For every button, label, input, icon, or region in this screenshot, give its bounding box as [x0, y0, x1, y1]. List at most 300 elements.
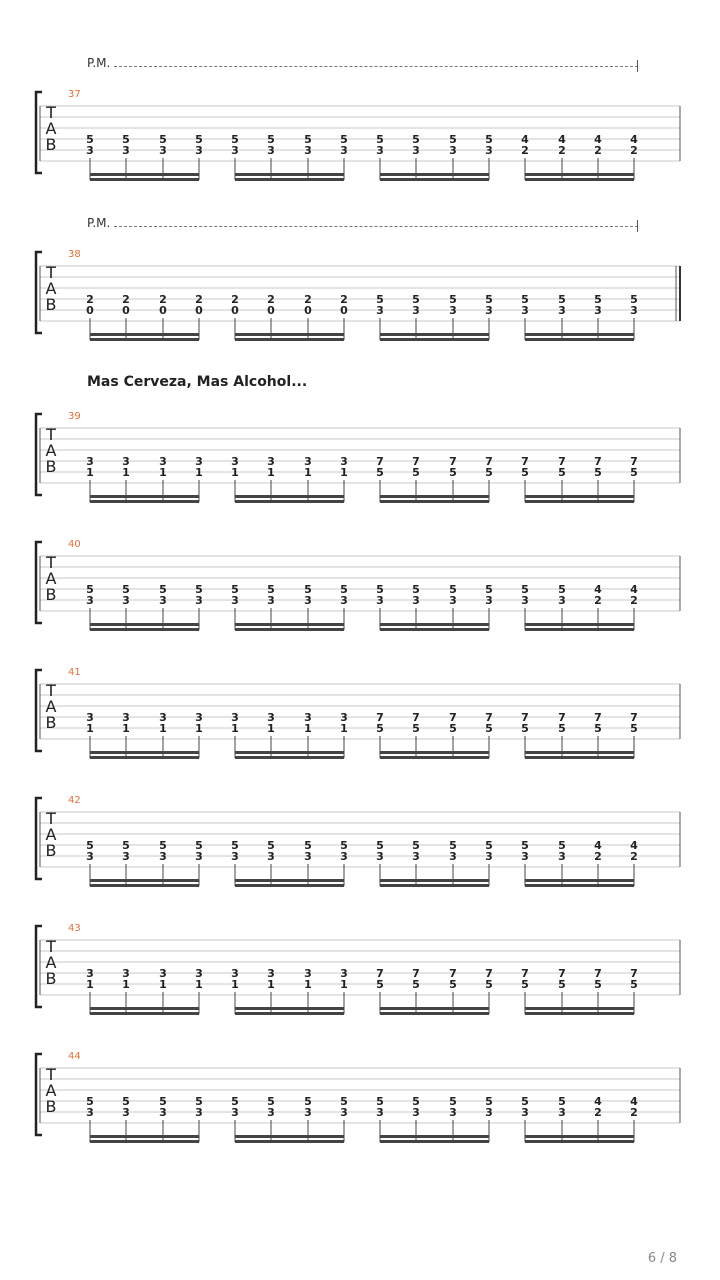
beam — [525, 1140, 634, 1143]
fret-number: 3 — [195, 144, 203, 157]
fret-number: 1 — [304, 722, 312, 735]
fret-number: 1 — [122, 978, 130, 991]
fret-number: 7 — [594, 967, 602, 980]
fret-number: 3 — [521, 304, 529, 317]
tab-clef-letter: B — [45, 841, 57, 860]
beam — [380, 1140, 489, 1143]
fret-number: 3 — [412, 304, 420, 317]
fret-number: 5 — [594, 722, 602, 735]
fret-number: 3 — [86, 711, 94, 724]
tab-system-40 — [0, 536, 720, 646]
beam — [380, 879, 489, 882]
beam — [235, 623, 344, 626]
fret-number: 7 — [630, 711, 638, 724]
beam — [525, 756, 634, 759]
fret-number: 5 — [521, 722, 529, 735]
fret-number: 3 — [521, 1106, 529, 1119]
tab-system-43 — [0, 920, 720, 1030]
beam — [525, 623, 634, 626]
fret-number: 3 — [449, 304, 457, 317]
beam — [90, 884, 199, 887]
fret-number: 3 — [449, 594, 457, 607]
fret-number: 5 — [521, 1095, 529, 1108]
fret-number: 2 — [594, 594, 602, 607]
beam — [90, 178, 199, 181]
fret-number: 7 — [376, 711, 384, 724]
fret-number: 0 — [86, 304, 94, 317]
fret-number: 2 — [521, 144, 529, 157]
beam — [525, 1012, 634, 1015]
tab-clef-letter: A — [45, 953, 57, 972]
palm-mute-label: P.M. — [87, 216, 111, 230]
fret-number: 5 — [122, 583, 130, 596]
fret-number: 5 — [340, 839, 348, 852]
fret-number: 1 — [267, 722, 275, 735]
fret-number: 3 — [304, 144, 312, 157]
beam — [380, 628, 489, 631]
beam — [525, 178, 634, 181]
fret-number: 1 — [267, 466, 275, 479]
fret-number: 7 — [558, 455, 566, 468]
beam — [235, 1012, 344, 1015]
fret-number: 1 — [159, 722, 167, 735]
beam — [235, 1007, 344, 1010]
tab-clef-letter: A — [45, 119, 57, 138]
fret-number: 5 — [122, 133, 130, 146]
tab-clef-letter: A — [45, 279, 57, 298]
beam — [525, 338, 634, 341]
beam — [90, 500, 199, 503]
fret-number: 3 — [231, 1106, 239, 1119]
fret-number: 3 — [376, 144, 384, 157]
fret-number: 3 — [304, 1106, 312, 1119]
tab-system-44 — [0, 1048, 720, 1158]
fret-number: 7 — [594, 711, 602, 724]
tab-system-42 — [0, 792, 720, 902]
fret-number: 5 — [195, 583, 203, 596]
fret-number: 5 — [485, 583, 493, 596]
fret-number: 3 — [159, 594, 167, 607]
fret-number: 7 — [485, 455, 493, 468]
fret-number: 5 — [159, 583, 167, 596]
beam — [90, 495, 199, 498]
fret-number: 5 — [159, 133, 167, 146]
beam — [380, 173, 489, 176]
fret-number: 0 — [231, 304, 239, 317]
fret-number: 7 — [521, 967, 529, 980]
fret-number: 3 — [267, 455, 275, 468]
beam — [380, 623, 489, 626]
tab-clef-letter: A — [45, 441, 57, 460]
fret-number: 5 — [122, 1095, 130, 1108]
fret-number: 7 — [449, 711, 457, 724]
fret-number: 3 — [195, 455, 203, 468]
fret-number: 7 — [376, 455, 384, 468]
fret-number: 3 — [159, 967, 167, 980]
fret-number: 2 — [594, 144, 602, 157]
beam — [90, 628, 199, 631]
fret-number: 3 — [485, 594, 493, 607]
fret-number: 3 — [122, 1106, 130, 1119]
tab-clef-letter: A — [45, 1081, 57, 1100]
section-title: Mas Cerveza, Mas Alcohol... — [87, 374, 308, 390]
measure-number: 37 — [68, 89, 81, 100]
fret-number: 2 — [630, 1106, 638, 1119]
fret-number: 7 — [485, 711, 493, 724]
fret-number: 2 — [594, 1106, 602, 1119]
fret-number: 3 — [449, 1106, 457, 1119]
beam — [90, 333, 199, 336]
fret-number: 3 — [122, 711, 130, 724]
beam — [525, 500, 634, 503]
beam — [235, 173, 344, 176]
fret-number: 3 — [594, 304, 602, 317]
fret-number: 5 — [376, 133, 384, 146]
fret-number: 5 — [267, 1095, 275, 1108]
fret-number: 3 — [195, 1106, 203, 1119]
fret-number: 0 — [267, 304, 275, 317]
beam — [380, 756, 489, 759]
fret-number: 4 — [630, 133, 638, 146]
tab-clef-letter: B — [45, 457, 57, 476]
fret-number: 2 — [267, 293, 275, 306]
fret-number: 1 — [86, 722, 94, 735]
fret-number: 5 — [521, 839, 529, 852]
beam — [90, 879, 199, 882]
fret-number: 3 — [267, 594, 275, 607]
fret-number: 5 — [449, 583, 457, 596]
fret-number: 5 — [86, 839, 94, 852]
fret-number: 3 — [340, 850, 348, 863]
fret-number: 5 — [485, 978, 493, 991]
fret-number: 3 — [267, 144, 275, 157]
beam — [235, 500, 344, 503]
fret-number: 3 — [122, 850, 130, 863]
beam — [380, 1012, 489, 1015]
fret-number: 3 — [122, 455, 130, 468]
beam — [235, 1135, 344, 1138]
fret-number: 3 — [267, 967, 275, 980]
fret-number: 3 — [231, 455, 239, 468]
tab-clef-letter: T — [46, 553, 56, 572]
fret-number: 3 — [231, 967, 239, 980]
fret-number: 3 — [86, 1106, 94, 1119]
fret-number: 3 — [159, 1106, 167, 1119]
fret-number: 3 — [376, 304, 384, 317]
fret-number: 5 — [122, 839, 130, 852]
fret-number: 7 — [376, 967, 384, 980]
beam — [90, 1140, 199, 1143]
beam — [525, 751, 634, 754]
fret-number: 3 — [340, 455, 348, 468]
tab-clef-letter: B — [45, 295, 57, 314]
fret-number: 5 — [521, 466, 529, 479]
fret-number: 3 — [86, 144, 94, 157]
fret-number: 5 — [267, 133, 275, 146]
fret-number: 4 — [594, 839, 602, 852]
tab-clef-letter: B — [45, 585, 57, 604]
beam — [525, 1135, 634, 1138]
fret-number: 5 — [594, 466, 602, 479]
fret-number: 2 — [195, 293, 203, 306]
fret-number: 5 — [195, 839, 203, 852]
measure-number: 43 — [68, 923, 81, 934]
fret-number: 3 — [267, 1106, 275, 1119]
fret-number: 3 — [159, 144, 167, 157]
fret-number: 5 — [558, 293, 566, 306]
fret-number: 5 — [412, 133, 420, 146]
fret-number: 5 — [195, 133, 203, 146]
fret-number: 2 — [558, 144, 566, 157]
fret-number: 7 — [412, 455, 420, 468]
fret-number: 5 — [340, 1095, 348, 1108]
fret-number: 2 — [231, 293, 239, 306]
fret-number: 5 — [412, 978, 420, 991]
fret-number: 2 — [304, 293, 312, 306]
beam — [380, 500, 489, 503]
fret-number: 4 — [594, 133, 602, 146]
fret-number: 3 — [485, 1106, 493, 1119]
beam — [525, 173, 634, 176]
fret-number: 3 — [558, 304, 566, 317]
fret-number: 3 — [340, 967, 348, 980]
fret-number: 5 — [485, 133, 493, 146]
fret-number: 5 — [376, 583, 384, 596]
beam — [235, 495, 344, 498]
fret-number: 7 — [558, 967, 566, 980]
fret-number: 5 — [412, 466, 420, 479]
tab-clef-letter: T — [46, 425, 56, 444]
fret-number: 5 — [630, 293, 638, 306]
beam — [380, 178, 489, 181]
fret-number: 5 — [412, 1095, 420, 1108]
fret-number: 5 — [304, 1095, 312, 1108]
fret-number: 1 — [122, 722, 130, 735]
fret-number: 2 — [86, 293, 94, 306]
fret-number: 3 — [412, 1106, 420, 1119]
measure-number: 42 — [68, 795, 81, 806]
fret-number: 3 — [195, 711, 203, 724]
tab-clef-letter: B — [45, 969, 57, 988]
fret-number: 1 — [86, 978, 94, 991]
tab-clef-letter: T — [46, 809, 56, 828]
fret-number: 3 — [521, 594, 529, 607]
fret-number: 0 — [340, 304, 348, 317]
beam — [235, 884, 344, 887]
fret-number: 1 — [195, 978, 203, 991]
fret-number: 3 — [122, 594, 130, 607]
fret-number: 5 — [412, 839, 420, 852]
fret-number: 5 — [485, 1095, 493, 1108]
fret-number: 3 — [376, 1106, 384, 1119]
fret-number: 1 — [195, 466, 203, 479]
fret-number: 3 — [231, 144, 239, 157]
beam — [380, 495, 489, 498]
beam — [525, 628, 634, 631]
beam — [235, 178, 344, 181]
beam — [235, 879, 344, 882]
fret-number: 2 — [122, 293, 130, 306]
fret-number: 1 — [231, 722, 239, 735]
beam — [90, 1012, 199, 1015]
fret-number: 5 — [485, 839, 493, 852]
fret-number: 1 — [231, 978, 239, 991]
fret-number: 7 — [521, 455, 529, 468]
fret-number: 1 — [195, 722, 203, 735]
fret-number: 1 — [304, 466, 312, 479]
fret-number: 5 — [376, 978, 384, 991]
fret-number: 5 — [267, 839, 275, 852]
fret-number: 5 — [521, 293, 529, 306]
fret-number: 7 — [630, 455, 638, 468]
palm-mute-dashed-line — [114, 66, 638, 67]
fret-number: 3 — [376, 850, 384, 863]
fret-number: 5 — [86, 133, 94, 146]
fret-number: 3 — [231, 711, 239, 724]
fret-number: 1 — [340, 466, 348, 479]
fret-number: 3 — [485, 850, 493, 863]
fret-number: 0 — [122, 304, 130, 317]
fret-number: 5 — [376, 839, 384, 852]
fret-number: 3 — [412, 144, 420, 157]
fret-number: 5 — [376, 1095, 384, 1108]
fret-number: 5 — [449, 466, 457, 479]
fret-number: 5 — [558, 839, 566, 852]
fret-number: 1 — [159, 466, 167, 479]
fret-number: 5 — [159, 839, 167, 852]
fret-number: 5 — [485, 722, 493, 735]
fret-number: 3 — [521, 850, 529, 863]
fret-number: 3 — [86, 594, 94, 607]
fret-number: 5 — [159, 1095, 167, 1108]
beam — [90, 1007, 199, 1010]
fret-number: 5 — [521, 978, 529, 991]
fret-number: 3 — [122, 967, 130, 980]
measure-number: 41 — [68, 667, 81, 678]
fret-number: 5 — [630, 722, 638, 735]
fret-number: 5 — [412, 722, 420, 735]
beam — [380, 1135, 489, 1138]
fret-number: 5 — [630, 978, 638, 991]
palm-mute-dashed-line — [114, 226, 638, 227]
fret-number: 2 — [630, 850, 638, 863]
beam — [90, 751, 199, 754]
page-number: 6 / 8 — [647, 1251, 677, 1266]
fret-number: 5 — [412, 583, 420, 596]
fret-number: 7 — [558, 711, 566, 724]
fret-number: 7 — [412, 967, 420, 980]
fret-number: 1 — [267, 978, 275, 991]
tab-clef-letter: B — [45, 1097, 57, 1116]
fret-number: 5 — [231, 1095, 239, 1108]
fret-number: 3 — [159, 850, 167, 863]
fret-number: 7 — [630, 967, 638, 980]
beam — [380, 333, 489, 336]
fret-number: 5 — [376, 293, 384, 306]
palm-mute-label: P.M. — [87, 56, 111, 70]
beam — [380, 338, 489, 341]
fret-number: 3 — [86, 967, 94, 980]
fret-number: 7 — [594, 455, 602, 468]
beam — [525, 1007, 634, 1010]
fret-number: 3 — [159, 711, 167, 724]
fret-number: 3 — [558, 594, 566, 607]
fret-number: 5 — [304, 583, 312, 596]
fret-number: 3 — [195, 967, 203, 980]
fret-number: 3 — [630, 304, 638, 317]
beam — [235, 628, 344, 631]
fret-number: 5 — [86, 1095, 94, 1108]
tab-clef-letter: T — [46, 263, 56, 282]
fret-number: 3 — [485, 304, 493, 317]
beam — [90, 173, 199, 176]
fret-number: 1 — [340, 978, 348, 991]
beam — [235, 1140, 344, 1143]
fret-number: 3 — [195, 850, 203, 863]
fret-number: 2 — [594, 850, 602, 863]
tab-clef-letter: B — [45, 135, 57, 154]
beam — [525, 884, 634, 887]
tab-clef-letter: T — [46, 103, 56, 122]
fret-number: 3 — [231, 850, 239, 863]
fret-number: 5 — [558, 1095, 566, 1108]
fret-number: 0 — [195, 304, 203, 317]
fret-number: 3 — [86, 850, 94, 863]
fret-number: 5 — [231, 583, 239, 596]
fret-number: 1 — [231, 466, 239, 479]
fret-number: 2 — [340, 293, 348, 306]
fret-number: 3 — [304, 711, 312, 724]
fret-number: 4 — [630, 583, 638, 596]
fret-number: 4 — [594, 1095, 602, 1108]
fret-number: 3 — [304, 455, 312, 468]
beam — [525, 495, 634, 498]
palm-mute-end-mark — [637, 220, 638, 232]
beam — [235, 751, 344, 754]
tab-clef-letter: B — [45, 713, 57, 732]
fret-number: 5 — [86, 583, 94, 596]
fret-number: 3 — [412, 850, 420, 863]
fret-number: 3 — [86, 455, 94, 468]
fret-number: 5 — [558, 583, 566, 596]
beam — [235, 333, 344, 336]
beam — [90, 338, 199, 341]
fret-number: 5 — [412, 293, 420, 306]
fret-number: 2 — [630, 594, 638, 607]
tab-system-39 — [0, 408, 720, 518]
fret-number: 3 — [304, 967, 312, 980]
fret-number: 5 — [558, 722, 566, 735]
fret-number: 3 — [195, 594, 203, 607]
fret-number: 5 — [340, 583, 348, 596]
beam — [90, 756, 199, 759]
fret-number: 5 — [449, 839, 457, 852]
fret-number: 3 — [485, 144, 493, 157]
fret-number: 3 — [340, 594, 348, 607]
beam — [525, 879, 634, 882]
fret-number: 3 — [340, 1106, 348, 1119]
fret-number: 5 — [267, 583, 275, 596]
fret-number: 5 — [449, 1095, 457, 1108]
fret-number: 5 — [558, 978, 566, 991]
fret-number: 1 — [340, 722, 348, 735]
fret-number: 4 — [521, 133, 529, 146]
fret-number: 3 — [449, 850, 457, 863]
fret-number: 4 — [558, 133, 566, 146]
tab-clef-letter: T — [46, 1065, 56, 1084]
fret-number: 1 — [159, 978, 167, 991]
fret-number: 0 — [304, 304, 312, 317]
